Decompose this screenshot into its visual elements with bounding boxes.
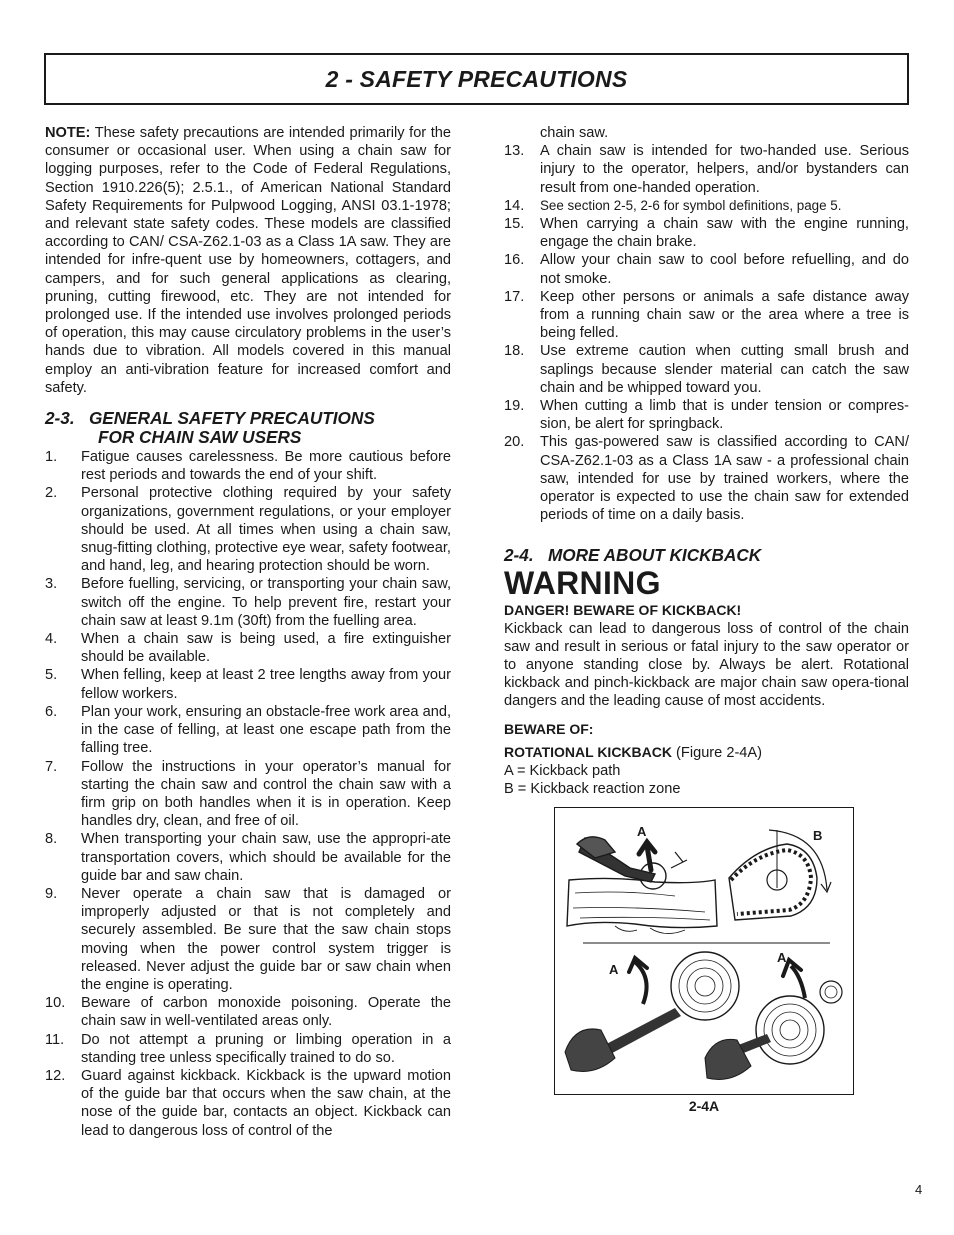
right-column — [504, 124, 909, 799]
beware-of-heading: BEWARE OF: — [504, 720, 594, 737]
list-item: 9. Never operate a chain saw that is damaged or improperly adjusted or that is not completely and securely assembled. Be sure that the saw chain stops moving when the power control system trigger is released. Never adjust the guide bar or saw chain when the engine is operating. — [45, 885, 451, 993]
list-item: 19. When cutting a limb that is under tension or compres-sion, be alert for springback. — [504, 398, 909, 433]
list-item: 1. Fatigue causes carelessness. Be more cautious before rest periods and towards the end of your shift. — [45, 449, 451, 484]
page-number: 4 — [915, 1182, 923, 1197]
list-item: 2. Personal protective clothing required by your safety organizations, government regulations, or your employer should be used. At all times when using a chain saw, snug-fitting clothing, protective eye wear, safety footwear, and hand, leg, and hearing protection should be worn. — [45, 485, 451, 575]
list-item: 14. See section 2-5, 2-6 for symbol definitions, page 5. — [504, 197, 842, 214]
figure-caption: 2-4A — [688, 1098, 720, 1114]
list-item: 4. When a chain saw is being used, a fire extinguisher should be available. — [45, 631, 451, 666]
section-title-box — [44, 53, 909, 105]
left-column — [45, 124, 451, 1140]
rotational-kickback-line — [504, 743, 909, 762]
note-label: NOTE: — [45, 125, 91, 141]
danger-heading: DANGER! BEWARE OF KICKBACK! — [504, 602, 742, 619]
list-item: 20. This gas-powered saw is classified according to CAN/ CSA-Z62.1-03 as a Class 1A saw - a professional chain saw, intended for use by trained workers, where the operator is expected to use the chain saw for extended periods of time on a daily basis. — [504, 434, 909, 524]
figure-label-b: B — [813, 828, 823, 843]
safety-list-right — [504, 124, 909, 524]
section-2-4-heading: 2-4. MORE ABOUT KICKBACK — [504, 545, 762, 566]
list-item: 8. When transporting your chain saw, use the appropri-ate transportation covers, which should be available for the guide bar and saw chain. — [45, 831, 451, 884]
list-item: 12. Guard against kickback. Kickback is the upward motion of the guide bar that occurs when the saw chain, at the nose of the guide bar, contacts an object. Kickback can lead to dangerous loss of control of the — [45, 1067, 451, 1139]
note-text: These safety precautions are intended primarily for the consumer or occasional user. When using a chain saw for logging purposes, refer to the Code of Federal Regulations, Section 1910.226(5); 2.5.1., of American National Standard Safety Requirements for Pulpwood Logging, ANSI 03.1-1978; and relevant state safety codes. These models are classified according to CAN/ CSA-Z62.1-03 as a Class 1A saw. They are intended for infre-quent use by homeowners, cottagers, and campers, and for such general applications as clearing, pruning, cutting firewood, etc. They are not intended for prolonged use. If the intended use involves prolonged periods of operation, this may cause circulatory problems in the user’s hands due to vibration. All models covered in this manual employ an anti-vibration feature for increased comfort and safety. — [45, 125, 451, 396]
note-paragraph — [45, 124, 451, 397]
list-item: 6. Plan your work, ensuring an obstacle-free work area and, in the case of felling, at least one escape path from the falling tree. — [45, 703, 451, 757]
list-item: 5. When felling, keep at least 2 tree lengths away from your fellow workers. — [45, 667, 451, 702]
list-item-continued: chain saw. — [540, 125, 609, 141]
guide-bar-nose-illustration — [729, 830, 831, 920]
list-item: 18. Use extreme caution when cutting small brush and saplings because slender material can catch the saw chain and be whipped toward you. — [504, 343, 909, 396]
list-item: 16. Allow your chain saw to cool before refuelling, and do not smoke. — [504, 252, 909, 287]
list-item: 11. Do not attempt a pruning or limbing operation in a standing tree unless specifically trained to do so. — [45, 1031, 451, 1066]
list-item: 15. When carrying a chain saw with the engine running, engage the chain brake. — [504, 216, 909, 251]
legend-a: A = Kickback path — [504, 763, 621, 780]
page-title: 2 - SAFETY PRECAUTIONS — [325, 65, 628, 92]
kickback-figure — [554, 807, 854, 1095]
figure-reference: (Figure 2-4A) — [672, 744, 763, 761]
list-item: 3. Before fuelling, servicing, or transporting your chain saw, switch off the engine. To help prevent fire, restart your chain saw at least 9.1m (30ft) from the fuelling area. — [45, 576, 451, 629]
list-item: 17. Keep other persons or animals a safe distance away from a running chain saw or the area where a tree is being felled. — [504, 288, 909, 342]
section-2-3-heading-line2: FOR CHAIN SAW USERS — [98, 427, 302, 448]
list-item: 7. Follow the instructions in your operator’s manual for starting the chain saw and control the chain saw with a firm grip on both handles when it is in operation. Keep handles dry, clean, and free of oil. — [45, 758, 451, 830]
section-2-3-heading-line1: 2-3. GENERAL SAFETY PRECAUTIONS — [45, 408, 375, 429]
figure-label-a-bottom-left: A — [609, 962, 619, 977]
list-item: 10. Beware of carbon monoxide poisoning. Operate the chain saw in well-ventilated areas only. — [45, 995, 451, 1030]
kickback-arrow-icon — [639, 842, 655, 870]
section-2-3-heading — [45, 409, 451, 447]
kickback-paragraph: Kickback can lead to dangerous loss of control of the chain saw and result in serious or fatal injury to the saw operator or to anyone standing close by. Always be alert. Rotational kickback and pinch-kickback are major chain saw opera-tional dangers and the leading cause of most accidents. — [504, 620, 909, 710]
warning-heading: WARNING — [504, 565, 661, 602]
safety-list-left — [45, 448, 451, 1140]
rotational-kickback-label: ROTATIONAL KICKBACK — [504, 743, 672, 760]
figure-label-a-bottom-right: A — [777, 950, 787, 965]
list-item: 13. A chain saw is intended for two-handed use. Serious injury to the operator, helpers, and/or bystanders can result from one-handed operation. — [504, 143, 909, 196]
legend-b: B = Kickback reaction zone — [504, 781, 681, 798]
figure-label-a-top: A — [637, 824, 647, 839]
kickback-illustration — [555, 808, 852, 1093]
